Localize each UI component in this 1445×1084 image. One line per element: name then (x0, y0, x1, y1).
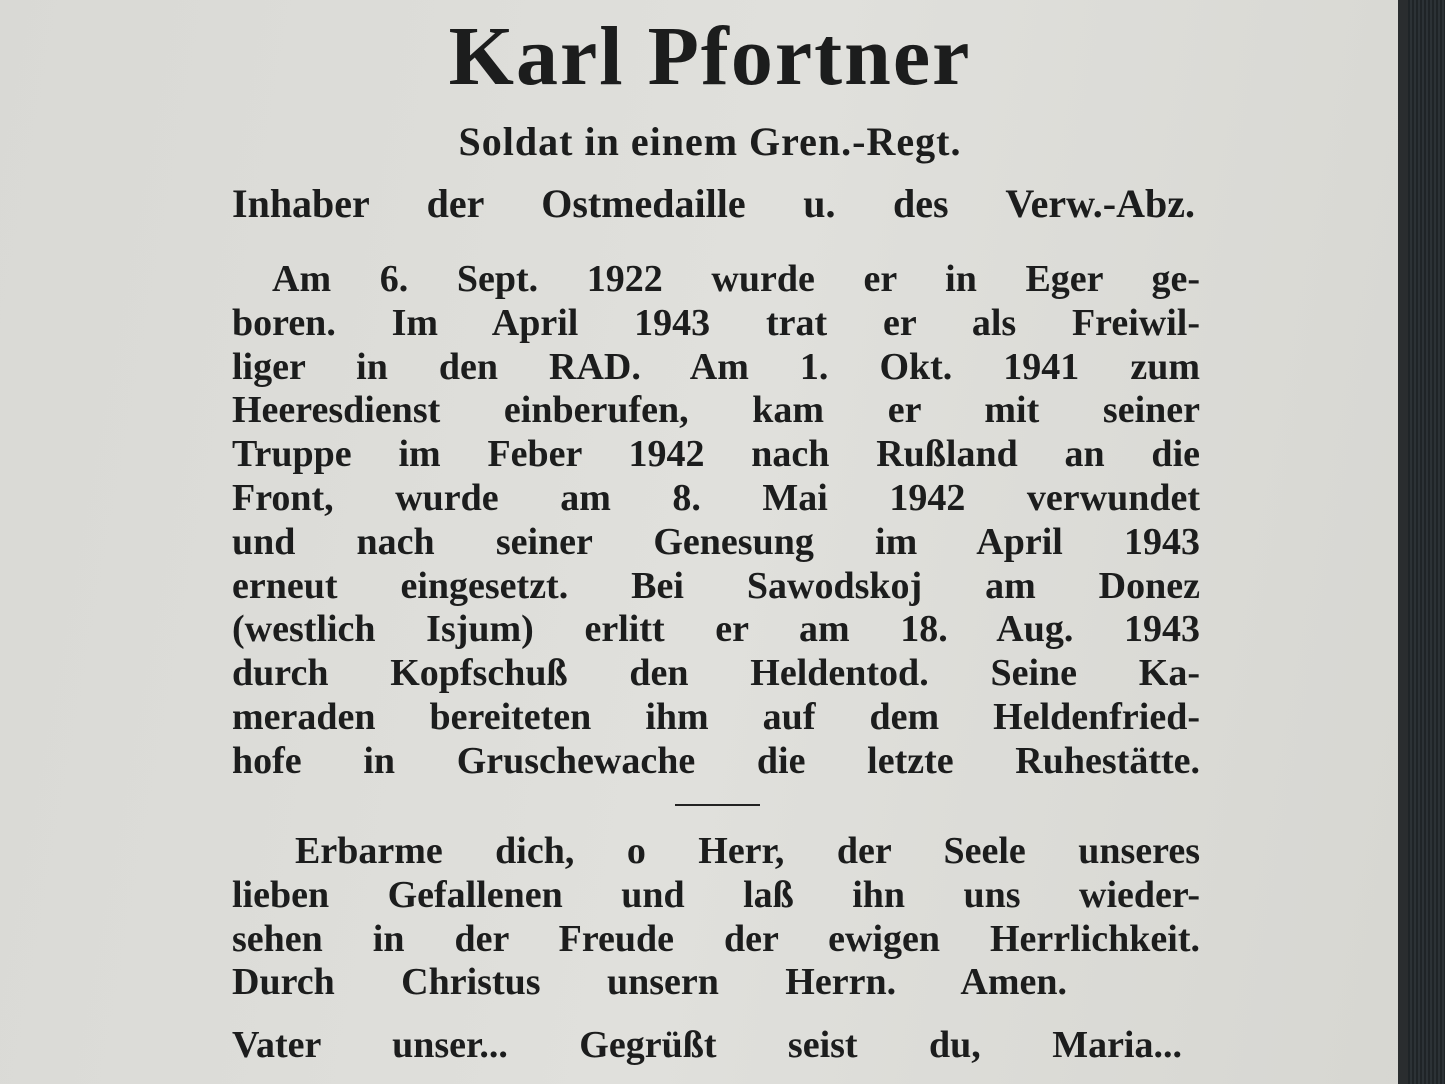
biography-line: (westlich Isjum) erlitt er am 18. Aug. 1943 (232, 608, 1200, 651)
biography-line: Heeresdienst einberufen, kam er mit seiner (232, 389, 1200, 432)
biography-line: Truppe im Feber 1942 nach Rußland an die (232, 433, 1200, 476)
biography-line: und nach seiner Genesung im April 1943 (232, 520, 1200, 563)
prayer-line: Erbarme dich, o Herr, der Seele unseres (295, 830, 1200, 872)
closing-prayers (232, 1024, 1182, 1068)
closing-line: Vater unser... Gegrüßt seist du, Maria... (232, 1024, 1182, 1066)
biography-line: durch Kopfschuß den Heldentod. Seine Ka- (232, 652, 1200, 695)
prayer-line: lieben Gefallenen und laß ihn uns wieder- (232, 873, 1200, 916)
decorations-line: Inhaber der Ostmedaille u. des Verw.-Abz. (232, 181, 1195, 226)
rank-line: Soldat in einem Gren.-Regt. (458, 119, 962, 164)
prayer-line: sehen in der Freude der ewigen Herrlichkeit. (232, 917, 1200, 960)
prayer-paragraph (232, 830, 1200, 1005)
biography-line: meraden bereiteten ihm auf dem Heldenfried- (232, 695, 1200, 738)
prayer-line: Durch Christus unsern Herrn. Amen. (232, 961, 1067, 1004)
biography-line: liger in den RAD. Am 1. Okt. 1941 zum (232, 345, 1200, 388)
deceased-name: Karl Pfortner (448, 10, 972, 103)
divider-rule (675, 804, 760, 806)
biography-line: Am 6. Sept. 1922 wurde er in Eger ge- (272, 258, 1200, 300)
biography-line: boren. Im April 1943 trat er als Freiwil- (232, 301, 1200, 344)
biography-line: erneut eingesetzt. Bei Sawodskoj am Donez (232, 564, 1200, 607)
biography-line: hofe in Gruschewache die letzte Ruhestätte. (232, 739, 1200, 782)
biography-paragraph (232, 258, 1200, 784)
biography-line: Front, wurde am 8. Mai 1942 verwundet (232, 476, 1200, 519)
